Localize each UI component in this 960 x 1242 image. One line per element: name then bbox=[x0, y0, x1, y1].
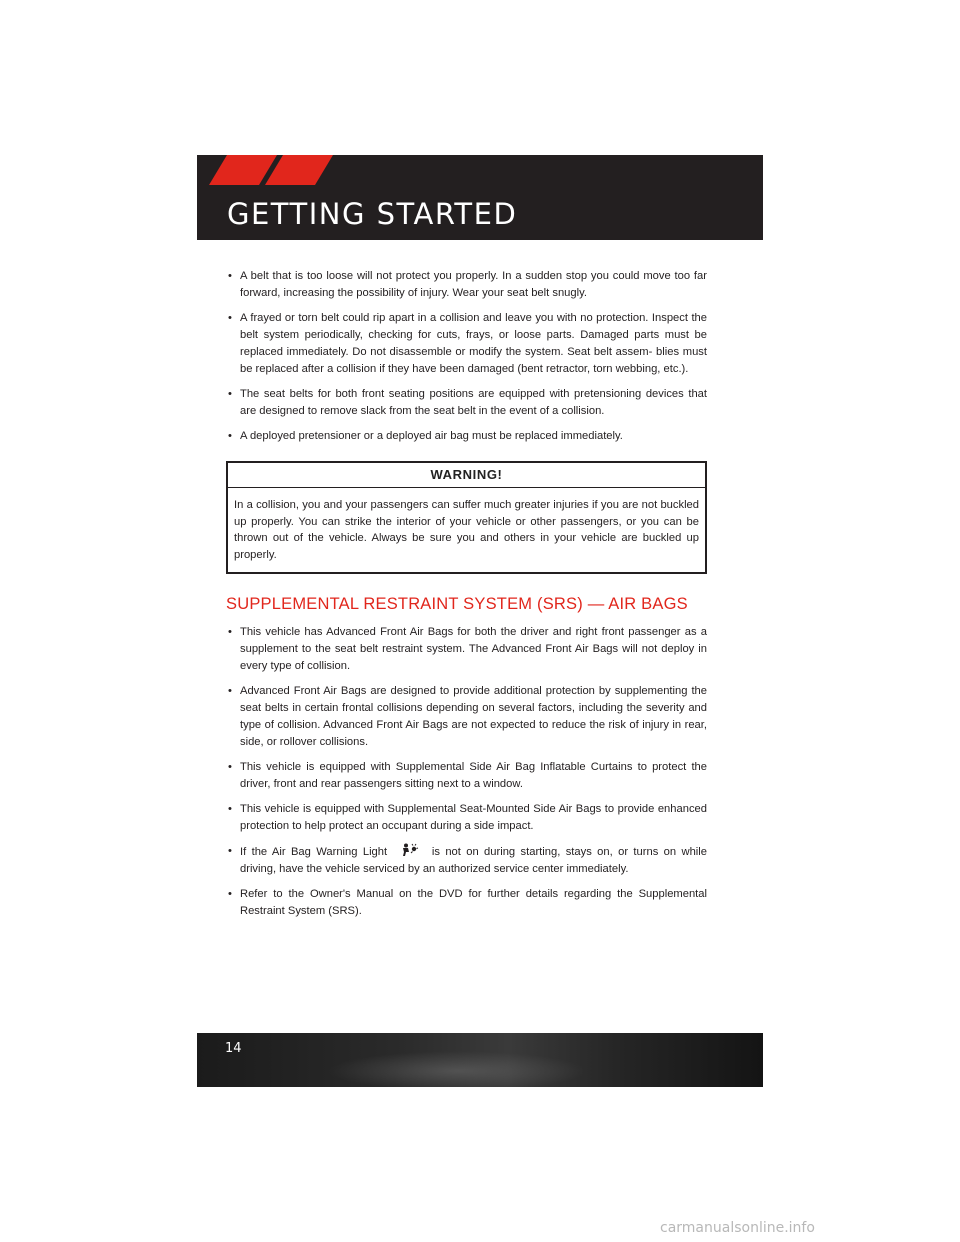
warning-body: In a collision, you and your passengers can suffer much greater injuries if you are not buckled up properly. You can strike the interior of your vehicle or other passengers, or you can be thrown out of the vehicle. Always be sure you and others in your vehicle are buckled up properly. bbox=[234, 499, 699, 561]
section-title: GETTING STARTED bbox=[227, 197, 518, 231]
airbag-bullets bbox=[226, 624, 707, 920]
list-item-warning-light bbox=[226, 843, 707, 878]
list-item: • Refer to the Owner's Manual on the DVD for further details regarding the Supplemental Restraint System (SRS). bbox=[226, 886, 707, 920]
footer-background-image bbox=[327, 1051, 587, 1087]
list-item: • A deployed pretensioner or a deployed air bag must be replaced immediately. bbox=[226, 428, 707, 445]
list-item: • A frayed or torn belt could rip apart in a collision and leave you with no protection. Inspect the belt system periodically, checking for cuts, frays, or loose parts. Damaged parts must be replaced immediately. Do not disassemble or modify the system. Seat belt assem- blies must be replaced after a collision if they have been damaged (bent retractor, torn webbing, etc.). bbox=[226, 310, 707, 378]
list-item: • A belt that is too loose will not protect you properly. In a sudden stop you could move too far forward, increasing the possibility of injury. Wear your seat belt snugly. bbox=[226, 268, 707, 302]
warning-title: WARNING! bbox=[228, 463, 705, 488]
list-item: • The seat belts for both front seating positions are equipped with pretensioning devices that are designed to remove slack from the seat belt in the event of a collision. bbox=[226, 386, 707, 420]
seat-belt-bullets bbox=[226, 268, 707, 445]
page-content bbox=[226, 268, 707, 928]
srs-heading: SUPPLEMENTAL RESTRAINT SYSTEM (SRS) — AIR BAGS bbox=[226, 595, 688, 613]
watermark: carmanualsonline.info bbox=[660, 1220, 815, 1236]
page-number: 14 bbox=[225, 1041, 242, 1056]
header-stripes-icon bbox=[197, 155, 337, 189]
warning-box bbox=[226, 461, 707, 574]
page-footer bbox=[197, 1033, 763, 1087]
list-item: • This vehicle has Advanced Front Air Bags for both the driver and right front passenger as a supplement to the seat belt restraint system. The Advanced Front Air Bags will not deploy in every type of collision. bbox=[226, 624, 707, 675]
airbag-warning-icon bbox=[394, 843, 424, 857]
list-item: • This vehicle is equipped with Supplemental Side Air Bag Inflatable Curtains to protect the driver, front and rear passengers sitting next to a window. bbox=[226, 759, 707, 793]
list-item: • Advanced Front Air Bags are designed to provide additional protection by supplementing the seat belts in certain frontal collisions depending on several factors, including the severity and type of collision. Advanced Front Air Bags are not expected to reduce the risk of injury in rear, side, or rollover collisions. bbox=[226, 683, 707, 751]
list-item: • This vehicle is equipped with Supplemental Seat-Mounted Side Air Bags to provide enhanced protection to help protect an occupant during a side impact. bbox=[226, 801, 707, 835]
page-header bbox=[197, 155, 763, 240]
warning-light-text-after: is not on during starting, stays on, or turns on while driving, have the vehicle serviced by an authorized service center immediately. bbox=[240, 846, 707, 875]
warning-light-text-before: If the Air Bag Warning Light bbox=[240, 846, 388, 858]
